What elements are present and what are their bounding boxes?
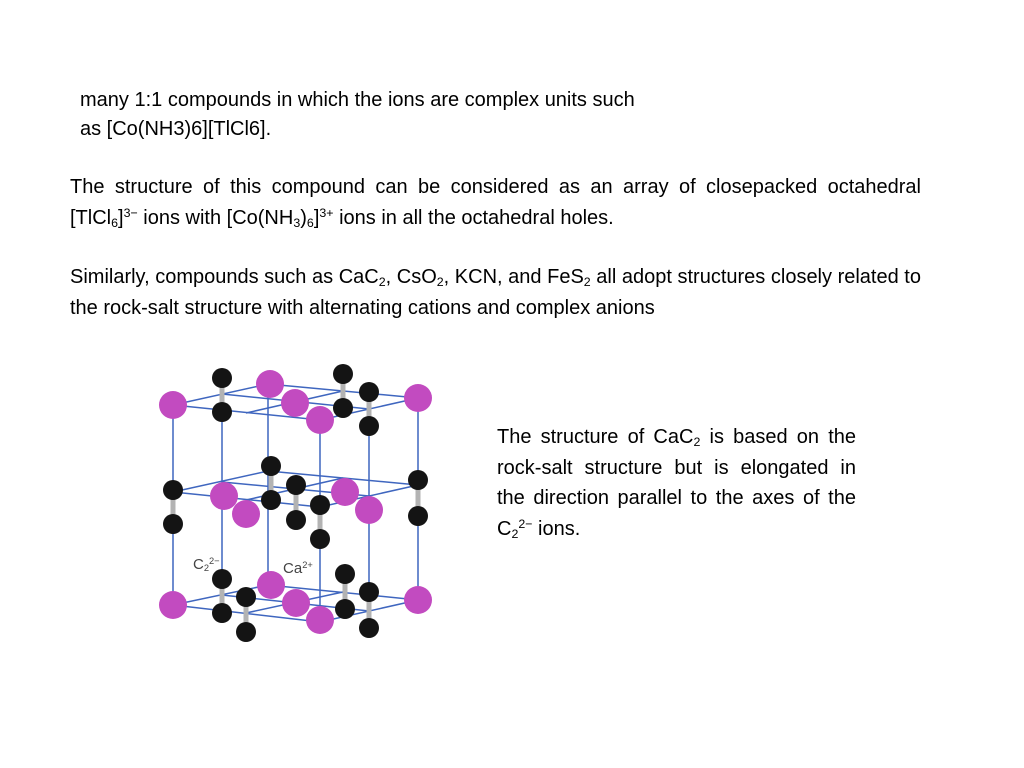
- side-sub-2: 2: [511, 526, 519, 541]
- para1-text-6: ions in all the octahedral holes.: [333, 206, 614, 229]
- ca-label-sup: 2+: [302, 559, 313, 570]
- para2-text-2: , CsO: [385, 266, 437, 288]
- carbon-atom: [359, 416, 379, 436]
- para1-sub-2: 3: [293, 215, 301, 230]
- carbon-atom: [310, 495, 330, 515]
- carbon-atom: [261, 490, 281, 510]
- calcium-ion: [282, 589, 310, 617]
- c2-ion-label: [193, 556, 220, 573]
- side-text-3: ions.: [532, 517, 581, 540]
- para1-text-3: ions with [Co(NH: [137, 206, 294, 229]
- para1-text-1: The structure of this compound can be considered as an array of closepacked octahedral [TlCl: [70, 176, 921, 229]
- para2-sub-3: 2: [583, 275, 591, 290]
- carbon-atom: [163, 480, 183, 500]
- carbon-atom: [212, 368, 232, 388]
- carbon-atom: [163, 514, 183, 534]
- calcium-ion: [281, 389, 309, 417]
- carbon-atom: [408, 506, 428, 526]
- para1-sup-1: 3−: [123, 205, 138, 220]
- para2-text-3: , KCN, and FeS: [443, 266, 584, 288]
- carbon-atom: [333, 398, 353, 418]
- carbon-atom: [408, 470, 428, 490]
- paragraph-cac2-description: [497, 422, 856, 544]
- carbon-atom: [286, 510, 306, 530]
- carbon-atom: [359, 618, 379, 638]
- calcium-ion: [404, 384, 432, 412]
- intro-line-2: as [Co(NH3)6][TlCl6].: [80, 118, 272, 140]
- calcium-ion: [404, 586, 432, 614]
- para1-text-5: ]: [313, 206, 320, 229]
- side-sub-1: 2: [693, 435, 701, 450]
- c2-label-sup: 2−: [209, 555, 220, 566]
- calcium-ion: [232, 500, 260, 528]
- para2-sub-1: 2: [378, 275, 386, 290]
- carbon-atom: [286, 475, 306, 495]
- calcium-ion: [306, 606, 334, 634]
- side-text-1: The structure of CaC: [497, 426, 694, 448]
- cac2-crystal-structure-figure: [150, 360, 450, 650]
- c2-label-text: C: [193, 556, 204, 573]
- carbon-atom: [335, 564, 355, 584]
- paragraph-similar-compounds: [70, 262, 921, 323]
- paragraph-tlcl6-structure: [70, 172, 921, 233]
- para1-sub-3: 6: [306, 215, 314, 230]
- carbon-atom: [333, 364, 353, 384]
- carbon-atom: [236, 587, 256, 607]
- calcium-ion: [256, 370, 284, 398]
- calcium-ion: [210, 482, 238, 510]
- calcium-ion: [355, 496, 383, 524]
- intro-text: [80, 86, 780, 144]
- carbon-atom: [359, 582, 379, 602]
- c2-label-sub: 2: [203, 563, 210, 574]
- para2-text-1: Similarly, compounds such as CaC: [70, 266, 379, 288]
- carbon-atom: [310, 529, 330, 549]
- para1-sub-1: 6: [111, 215, 119, 230]
- intro-line-1: many 1:1 compounds in which the ions are complex units such: [80, 89, 635, 111]
- calcium-ion: [257, 571, 285, 599]
- side-sup-1: 2−: [518, 516, 533, 531]
- calcium-ion: [331, 478, 359, 506]
- calcium-ion: [159, 391, 187, 419]
- para2-text-4: all adopt structures closely related to the rock-salt structure with alternating cations and complex anions: [70, 266, 921, 319]
- ca-label-text: Ca: [283, 560, 303, 577]
- carbon-atom: [236, 622, 256, 642]
- carbon-atom: [212, 402, 232, 422]
- para1-text-2: ]: [118, 206, 124, 229]
- side-text-2: is based on the rock-salt structure but is elongated in the direction parallel to the axes of the C: [497, 426, 856, 540]
- para1-sup-2: 3+: [319, 205, 334, 220]
- para2-sub-2: 2: [436, 275, 444, 290]
- carbon-atom: [335, 599, 355, 619]
- para1-text-4: ): [300, 206, 307, 229]
- calcium-ion: [306, 406, 334, 434]
- calcium-ion: [159, 591, 187, 619]
- carbon-atom: [261, 456, 281, 476]
- carbon-atom: [212, 603, 232, 623]
- ca-ion-label: [283, 560, 313, 577]
- carbon-atom: [359, 382, 379, 402]
